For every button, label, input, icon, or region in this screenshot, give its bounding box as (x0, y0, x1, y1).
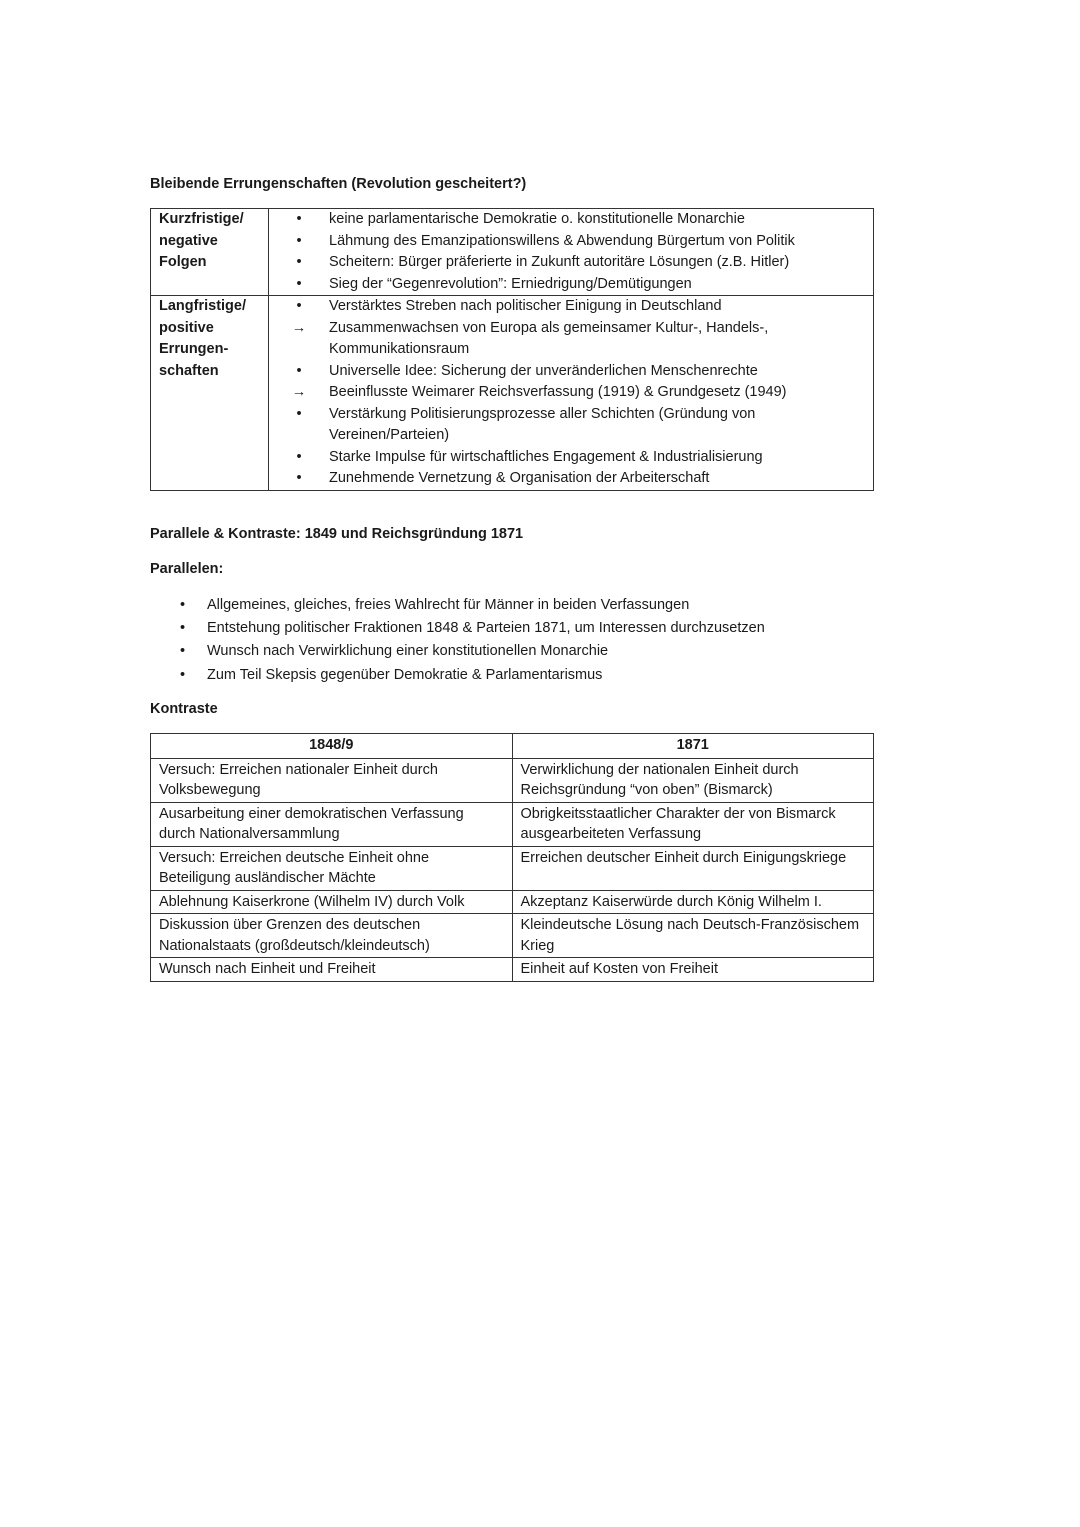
list-item (269, 447, 873, 469)
item-text: Allgemeines, gleiches, freies Wahlrecht für Männer in beiden Verfassungen (207, 597, 690, 613)
bullet-marker: • (296, 232, 302, 249)
table-cell: Versuch: Erreichen nationaler Einheit durch Volksbewegung (151, 758, 513, 802)
label-line: schaften (159, 362, 219, 379)
table-header-row (151, 734, 874, 759)
table-cell: Akzeptanz Kaiserwürde durch König Wilhelm I. (512, 890, 874, 914)
list-item (269, 404, 873, 447)
table-row (151, 802, 874, 846)
item-text: Starke Impulse für wirtschaftliches Engagement & Industrialisierung (329, 448, 763, 465)
row-label (151, 296, 269, 491)
item-text: Wunsch nach Verwirklichung einer konstitutionellen Monarchie (207, 643, 609, 660)
table-row (151, 890, 874, 914)
list-item (269, 296, 873, 318)
list-item (150, 664, 765, 687)
list-item (269, 382, 873, 404)
table-cell: Versuch: Erreichen deutsche Einheit ohne Beteiligung ausländischer Mächte (151, 846, 513, 890)
bullet-list (269, 209, 873, 295)
table-row (151, 914, 874, 958)
bullet-marker: • (296, 254, 302, 270)
item-text: Zunehmende Vernetzung & Organisation der Arbeiterschaft (329, 470, 710, 486)
item-text: Sieg der “Gegenrevolution”: Erniedrigung/Demütigungen (329, 275, 692, 292)
label-line: Langfristige/ (159, 298, 247, 314)
item-text: Universelle Idee: Sicherung der unveränderlichen Menschenrechte (329, 362, 758, 379)
label-line: positive (159, 319, 214, 336)
parallels-heading: Parallelen: (150, 561, 224, 577)
item-text: Beeinflusste Weimarer Reichsverfassung (1919) & Grundgesetz (1949) (329, 384, 787, 400)
table-row (151, 758, 874, 802)
table-row (151, 846, 874, 890)
table-cell: Verwirklichung der nationalen Einheit durch Reichsgründung “von oben” (Bismarck) (512, 758, 874, 802)
table-cell: Kleindeutsche Lösung nach Deutsch-Französischem Krieg (512, 914, 874, 958)
list-item (269, 231, 873, 253)
label-line: Errungen- (159, 341, 229, 357)
table-cell: Diskussion über Grenzen des deutschen Nationalstaats (großdeutsch/kleindeutsch) (151, 914, 513, 958)
list-item (150, 640, 765, 663)
table-row (151, 958, 874, 982)
table-cell: Ablehnung Kaiserkrone (Wilhelm IV) durch Volk (151, 890, 513, 914)
table-cell: Ausarbeitung einer demokratischen Verfassung durch Nationalversammlung (151, 802, 513, 846)
bullet-marker: • (296, 275, 302, 292)
table-cell: Wunsch nach Einheit und Freiheit (151, 958, 513, 982)
list-item (269, 318, 873, 361)
table-row (151, 209, 874, 296)
item-text: Scheitern: Bürger präferierte in Zukunft autoritäre Lösungen (z.B. Hitler) (329, 254, 790, 270)
list-item (269, 209, 873, 231)
contrasts-heading: Kontraste (150, 701, 218, 717)
bullet-marker: • (180, 597, 186, 613)
bullet-list (269, 296, 873, 490)
label-line: Kurzfristige/ (159, 211, 244, 227)
section-title-parallele-kontraste: Parallele & Kontraste: 1849 und Reichsgründung 1871 (150, 526, 524, 542)
parallels-list (150, 594, 765, 687)
table-cell: Obrigkeitsstaatlicher Charakter der von Bismarck ausgearbeiteten Verfassung (512, 802, 874, 846)
bullet-marker: • (180, 643, 186, 660)
list-item (150, 594, 765, 617)
item-text: Verstärktes Streben nach politischer Einigung in Deutschland (329, 298, 722, 314)
contrasts-table (150, 733, 874, 982)
label-line: Folgen (159, 254, 207, 270)
arrow-marker: → (291, 319, 307, 336)
bullet-marker: • (180, 666, 186, 683)
list-item (269, 361, 873, 383)
row-label (151, 209, 269, 296)
bullet-marker: • (296, 298, 302, 314)
bullet-marker: • (296, 448, 302, 465)
row-content (269, 209, 874, 296)
table-cell: Einheit auf Kosten von Freiheit (512, 958, 874, 982)
bullet-marker: • (296, 362, 302, 379)
folgen-table (150, 208, 874, 491)
column-header: 1871 (512, 734, 874, 759)
bullet-marker: • (296, 405, 302, 422)
bullet-marker: • (296, 211, 302, 227)
label-line: negative (159, 232, 218, 249)
item-text: Zum Teil Skepsis gegenüber Demokratie & Parlamentarismus (207, 666, 603, 683)
column-header: 1848/9 (151, 734, 513, 759)
item-text: Lähmung des Emanzipationswillens & Abwendung Bürgertum von Politik (329, 232, 795, 249)
item-text: Zusammenwachsen von Europa als gemeinsamer Kultur-, Handels-, Kommunikationsraum (329, 319, 769, 357)
item-text: keine parlamentarische Demokratie o. konstitutionelle Monarchie (329, 211, 745, 227)
bullet-marker: • (296, 470, 302, 486)
list-item (269, 468, 873, 490)
bullet-marker: • (180, 620, 186, 637)
item-text: Entstehung politischer Fraktionen 1848 & Parteien 1871, um Interessen durchzusetzen (207, 620, 765, 637)
item-text: Verstärkung Politisierungsprozesse aller Schichten (Gründung von Vereinen/Parteien) (329, 405, 756, 443)
list-item (269, 252, 873, 274)
list-item (269, 274, 873, 296)
arrow-marker: → (291, 384, 307, 400)
list-item (150, 617, 765, 640)
table-row (151, 296, 874, 491)
table-cell: Erreichen deutscher Einheit durch Einigungskriege (512, 846, 874, 890)
section-title-errungenschaften: Bleibende Errungenschaften (Revolution gescheitert?) (150, 176, 527, 192)
row-content (269, 296, 874, 491)
